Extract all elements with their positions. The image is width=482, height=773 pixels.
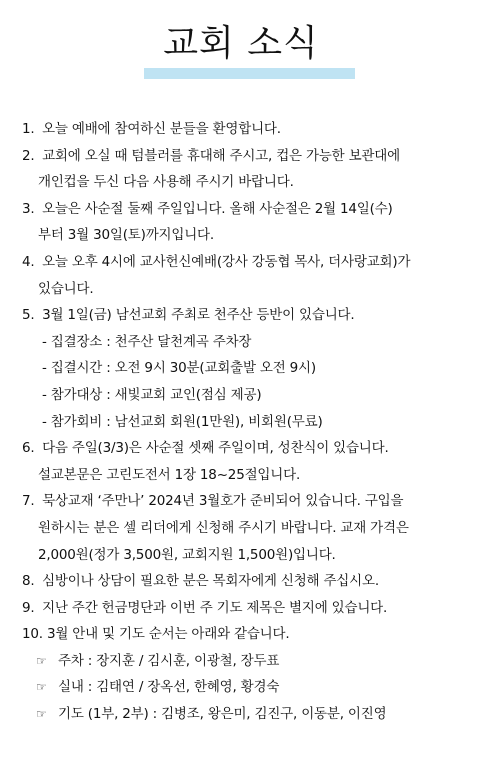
notice-item-9	[22, 595, 478, 622]
item-text: 설교본문은 고린도전서 1장 18~25절입니다.	[38, 466, 301, 483]
item-text: 있습니다.	[38, 280, 94, 297]
item-number: 6.	[22, 440, 35, 457]
notice-list	[22, 116, 478, 728]
detail-text: 실내 : 김태연 / 장옥선, 한혜영, 황경숙	[58, 679, 280, 696]
pointing-hand-icon: ☞	[36, 653, 47, 668]
item-number: 1.	[22, 121, 35, 137]
detail-line: - 참가회비 : 남선교회 회원(1만원), 비회원(무료)	[42, 413, 323, 430]
detail-line	[22, 674, 478, 701]
notice-item-1	[22, 116, 478, 143]
notice-item-2	[22, 143, 478, 196]
detail-text: 기도 (1부, 2부) : 김병조, 왕은미, 김진구, 이동분, 이진영	[58, 706, 387, 723]
item-text: 지난 주간 헌금명단과 이번 주 기도 제목은 별지에 있습니다.	[42, 599, 388, 616]
title-block	[0, 14, 482, 84]
notice-item-4	[22, 249, 478, 302]
item-number: 9.	[22, 599, 35, 616]
notice-item-10	[22, 621, 478, 727]
item-text: 교회에 오실 때 텀블러를 휴대해 주시고, 컵은 가능한 보관대에	[42, 147, 400, 164]
item-number: 2.	[22, 147, 35, 164]
item-text: 심방이나 상담이 필요한 분은 목회자에게 신청해 주십시오.	[42, 573, 379, 590]
notice-item-8	[22, 568, 478, 595]
item-number: 10.	[22, 626, 43, 643]
notice-item-5	[22, 302, 478, 435]
item-number: 4.	[22, 253, 35, 270]
item-text: 원하시는 분은 셀 리더에게 신청해 주시기 바랍니다. 교재 가격은	[38, 519, 409, 536]
item-text: 오늘 예배에 참여하신 분들을 환영합니다.	[42, 121, 281, 137]
item-number: 5.	[22, 307, 35, 324]
detail-line	[22, 701, 478, 728]
page-title: 교회 소식	[163, 23, 319, 64]
item-number: 3.	[22, 200, 35, 217]
pointing-hand-icon: ☞	[36, 680, 47, 695]
notice-item-7	[22, 488, 478, 568]
item-text: 3월 1일(금) 남선교회 주최로 천주산 등반이 있습니다.	[42, 307, 355, 324]
item-text: 오늘은 사순절 둘째 주일입니다. 올해 사순절은 2월 14일(수)	[42, 200, 393, 217]
item-number: 8.	[22, 573, 35, 590]
item-number: 7.	[22, 493, 35, 510]
item-text: 묵상교재 ‘주만나’ 2024년 3월호가 준비되어 있습니다. 구입을	[42, 493, 404, 510]
item-text: 오늘 오후 4시에 교사헌신예배(강사 강동협 목사, 더사랑교회)가	[42, 253, 411, 270]
item-text: 2,000원(정가 3,500원, 교회지원 1,500원)입니다.	[38, 546, 336, 563]
detail-line	[22, 648, 478, 675]
item-text: 다음 주일(3/3)은 사순절 셋째 주일이며, 성찬식이 있습니다.	[42, 440, 389, 457]
title-highlight-bar	[144, 68, 355, 79]
notice-item-3	[22, 196, 478, 249]
item-text: 부터 3월 30일(토)까지입니다.	[38, 227, 214, 244]
item-text: 개인컵을 두신 다음 사용해 주시기 바랍니다.	[38, 174, 294, 191]
detail-text: 주차 : 장지훈 / 김시훈, 이광철, 장두표	[58, 652, 280, 669]
notice-item-6	[22, 435, 478, 488]
pointing-hand-icon: ☞	[36, 707, 47, 722]
detail-line: - 집결시간 : 오전 9시 30분(교회출발 오전 9시)	[42, 360, 316, 377]
detail-line: - 참가대상 : 새빛교회 교인(점심 제공)	[42, 386, 262, 403]
detail-line: - 집결장소 : 천주산 달천계곡 주차장	[42, 333, 252, 350]
item-text: 3월 안내 및 기도 순서는 아래와 같습니다.	[46, 626, 290, 643]
